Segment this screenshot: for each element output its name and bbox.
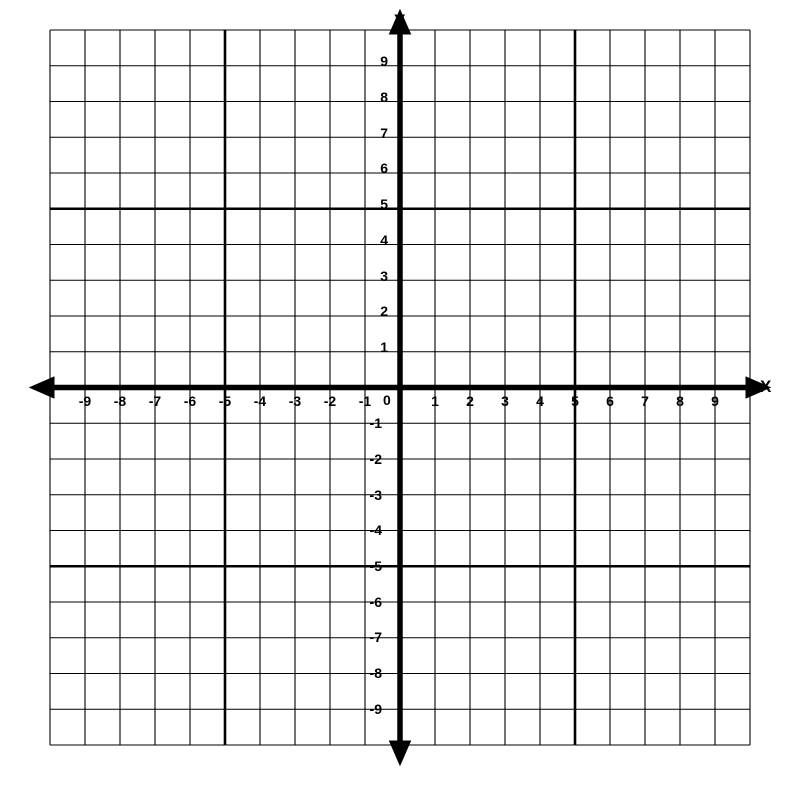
x-tick-label: -6 [183,393,197,409]
y-tick-label: 6 [380,160,388,176]
x-tick-label: 9 [711,393,719,409]
y-axis-label: Y [394,11,406,30]
y-tick-label: 2 [380,303,388,319]
y-tick-label: 4 [380,232,388,248]
axes [30,10,770,765]
y-tick-label: 8 [380,89,388,105]
x-tick-label: -1 [358,393,372,409]
x-axis-arrow-left [30,377,54,398]
x-tick-label: 1 [431,393,439,409]
y-tick-label: -6 [369,594,382,610]
y-tick-label: 9 [380,53,388,69]
x-tick-label: 4 [536,393,544,409]
x-tick-label: 7 [641,393,649,409]
x-axis-label: X [760,377,772,396]
y-tick-label: -5 [369,558,382,574]
y-tick-label: -2 [369,451,382,467]
y-axis-arrow-down [390,741,411,765]
origin-label: 0 [383,392,391,408]
y-tick-label: -7 [369,629,382,645]
y-tick-label: 5 [380,196,388,212]
y-tick-label: -1 [369,415,382,431]
x-tick-label: -2 [323,393,337,409]
x-tick-label: -4 [253,393,267,409]
y-tick-label: -4 [369,522,382,538]
x-tick-label: 8 [676,393,684,409]
x-tick-label: 6 [606,393,614,409]
x-tick-label: -9 [78,393,92,409]
x-tick-label: 2 [466,393,474,409]
y-tick-label: 3 [380,268,388,284]
x-tick-label: -7 [148,393,162,409]
y-tick-label: 1 [380,339,388,355]
y-tick-label: -8 [369,665,382,681]
y-tick-label: 7 [380,125,388,141]
x-tick-label: 3 [501,393,509,409]
x-tick-label: 5 [571,393,579,409]
x-tick-label: -5 [218,393,232,409]
y-tick-label: -3 [369,487,382,503]
x-tick-label: -3 [288,393,302,409]
y-tick-label: -9 [369,701,382,717]
x-tick-label: -8 [113,393,127,409]
